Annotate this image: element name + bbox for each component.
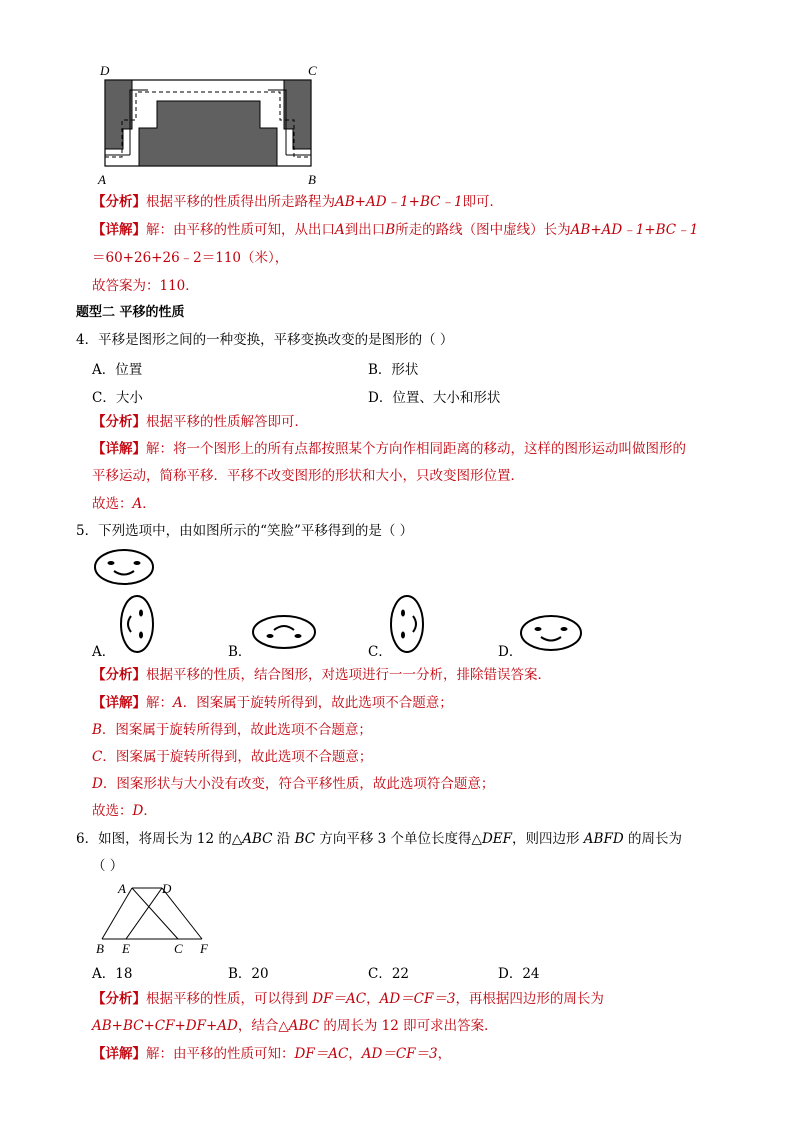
detail-tag: 【详解】 [92,1046,146,1062]
stem-bc: BC [294,831,316,847]
detail-text-a: ．图案属于旋转所得到，故此选项不合题意； [182,695,453,711]
detail-text-3: 所走的路线（图中虚线）长为 [395,222,571,238]
detail-text-b: ．图案属于旋转所得到，故此选项不合题意； [101,722,372,738]
point-label-a: A [98,172,106,187]
analysis-text: 根据平移的性质，可以得到 [146,991,313,1007]
detail-comma-end: ， [437,1046,452,1062]
detail-text: 解：将一个图形上的所有点都按照某个方向作相同距离的移动，这样的图形运动叫做图形的 [146,441,686,457]
q5-choose [92,802,157,820]
analysis-perimeter: AB+BC+CF+DF+AD [92,1018,238,1034]
detail-eq-2: AD＝CF＝3 [361,1046,438,1062]
q6-option-c[interactable]: C．22 [368,966,410,982]
q5-analysis [92,666,551,684]
detail-expr: AB+AD﹣1+BC﹣1 [570,222,699,238]
analysis-text-2: ，再根据四边形的周长为 [455,991,604,1007]
q4-detail-line2: 平移运动，简称平移．平移不改变图形的形状和大小，只改变图形位置． [92,468,524,484]
detail-pre: 解： [146,695,173,711]
q6-label-f: F [200,941,208,956]
q6-label-c: C [174,941,183,956]
smiley-face-translated-icon[interactable] [518,612,584,654]
q6-detail [92,1045,451,1063]
detail-tag: 【详解】 [92,441,146,457]
q4-option-d[interactable]: D．位置、大小和形状 [368,390,501,406]
analysis-tag: 【分析】 [92,991,146,1007]
q6-label-a: A [118,881,126,896]
stem-abfd: ABFD [583,831,624,847]
choose-end: ． [143,803,157,819]
analysis-text: 根据平移的性质解答即可． [146,414,308,430]
analysis-text-3: ，结合△ [237,1018,289,1034]
q5-option-c-label[interactable]: C． [368,644,392,660]
detail-point-a: A [335,222,345,238]
q6-stem [76,830,682,848]
q3-detail [92,221,698,239]
q4-stem: 4．平移是图形之间的一种变换，平移变换改变的是图形的（ ） [76,332,454,348]
q6-label-e: E [122,941,130,956]
smiley-face-upside-down-icon[interactable] [250,612,318,652]
choose-end: ． [142,496,156,512]
q5-detail [92,694,453,712]
analysis-tag: 【分析】 [92,414,146,430]
stem-abc: ABC [242,831,273,847]
q6-stem-paren: （ ） [92,858,124,874]
analysis-comma: ， [366,991,380,1007]
detail-letter-b: B [92,722,102,738]
figure-path-rectangle [90,62,330,187]
detail-text-d: ．图案形状与大小没有改变，符合平移性质，故此选项符合题意； [102,776,495,792]
q5-option-a-label[interactable]: A． [92,644,116,660]
q3-analysis [92,193,503,211]
q5-option-b-label[interactable]: B． [228,644,252,660]
detail-tag: 【详解】 [92,695,146,711]
detail-eq-1: DF＝AC [294,1046,349,1062]
analysis-text-end: 即可． [462,194,504,210]
q4-option-c[interactable]: C．大小 [92,390,143,406]
detail-point-b: B [385,222,396,238]
detail-comma: ， [348,1046,362,1062]
choose-label: 故选： [92,496,133,512]
analysis-eq-1: DF＝AC [312,991,367,1007]
detail-letter-a: A [173,695,183,711]
detail-text-c: ．图案属于旋转所得到，故此选项不合题意； [102,749,373,765]
analysis-text: 根据平移的性质得出所走路程为 [146,194,335,210]
smiley-face-rotated-a-icon[interactable] [116,593,158,655]
q6-analysis [92,990,604,1008]
detail-text: 解：由平移的性质可知，从出口 [146,222,335,238]
q3-answer: 故答案为：110． [92,278,199,294]
analysis-eq-2: AD＝CF＝3 [379,991,456,1007]
stem-text-4: ，则四边形 [512,831,584,847]
detail-tag: 【详解】 [92,222,146,238]
detail-letter-d: D [92,776,103,792]
point-label-c: C [308,63,317,78]
detail-text: 解：由平移的性质可知： [146,1046,295,1062]
q4-option-b[interactable]: B．形状 [368,362,419,378]
q4-analysis [92,413,308,431]
choose-label: 故选： [92,803,133,819]
analysis-text: 根据平移的性质，结合图形，对选项进行一一分析，排除错误答案． [146,667,551,683]
q6-option-d[interactable]: D．24 [498,966,540,982]
q5-detail-c [92,748,372,766]
figure-triangle-translation [90,878,220,958]
q4-option-a[interactable]: A．位置 [92,362,143,378]
q3-detail-line2: ＝60+26+26﹣2＝110（米）， [92,250,289,266]
q6-option-a[interactable]: A．18 [92,966,133,982]
smiley-face-rotated-c-icon[interactable] [386,593,428,655]
point-label-b: B [308,172,316,187]
choose-answer: D [132,803,144,819]
q6-option-b[interactable]: B．20 [228,966,269,982]
analysis-text-4: 的周长为 12 即可求出答案． [319,1018,498,1034]
q5-stem: 5．下列选项中，由如图所示的“笑脸”平移得到的是（ ） [76,523,414,539]
stem-text: 6．如图，将周长为 12 的△ [76,831,243,847]
stem-text-2: 沿 [272,831,295,847]
analysis-expr: AB+AD﹣1+BC﹣1 [335,194,463,210]
detail-letter-c: C [92,749,103,765]
smiley-face-original-icon [92,545,156,589]
section-title: 题型二 平移的性质 [76,305,185,320]
q4-choose [92,495,156,513]
point-label-d: D [100,63,110,78]
q5-detail-d [92,775,494,793]
q4-detail [92,440,686,458]
q6-label-b: B [96,941,104,956]
choose-answer: A [132,496,143,512]
q6-analysis-line2 [92,1017,498,1035]
analysis-tag: 【分析】 [92,194,146,210]
stem-text-3: 方向平移 3 个单位长度得△ [315,831,482,847]
analysis-abc: ABC [288,1018,320,1034]
analysis-tag: 【分析】 [92,667,146,683]
q5-detail-b [92,721,372,739]
stem-text-5: 的周长为 [623,831,682,847]
q6-label-d: D [162,881,172,896]
stem-def: DEF [481,831,512,847]
q5-option-d-label[interactable]: D． [498,644,523,660]
detail-text-2: 到出口 [344,222,386,238]
